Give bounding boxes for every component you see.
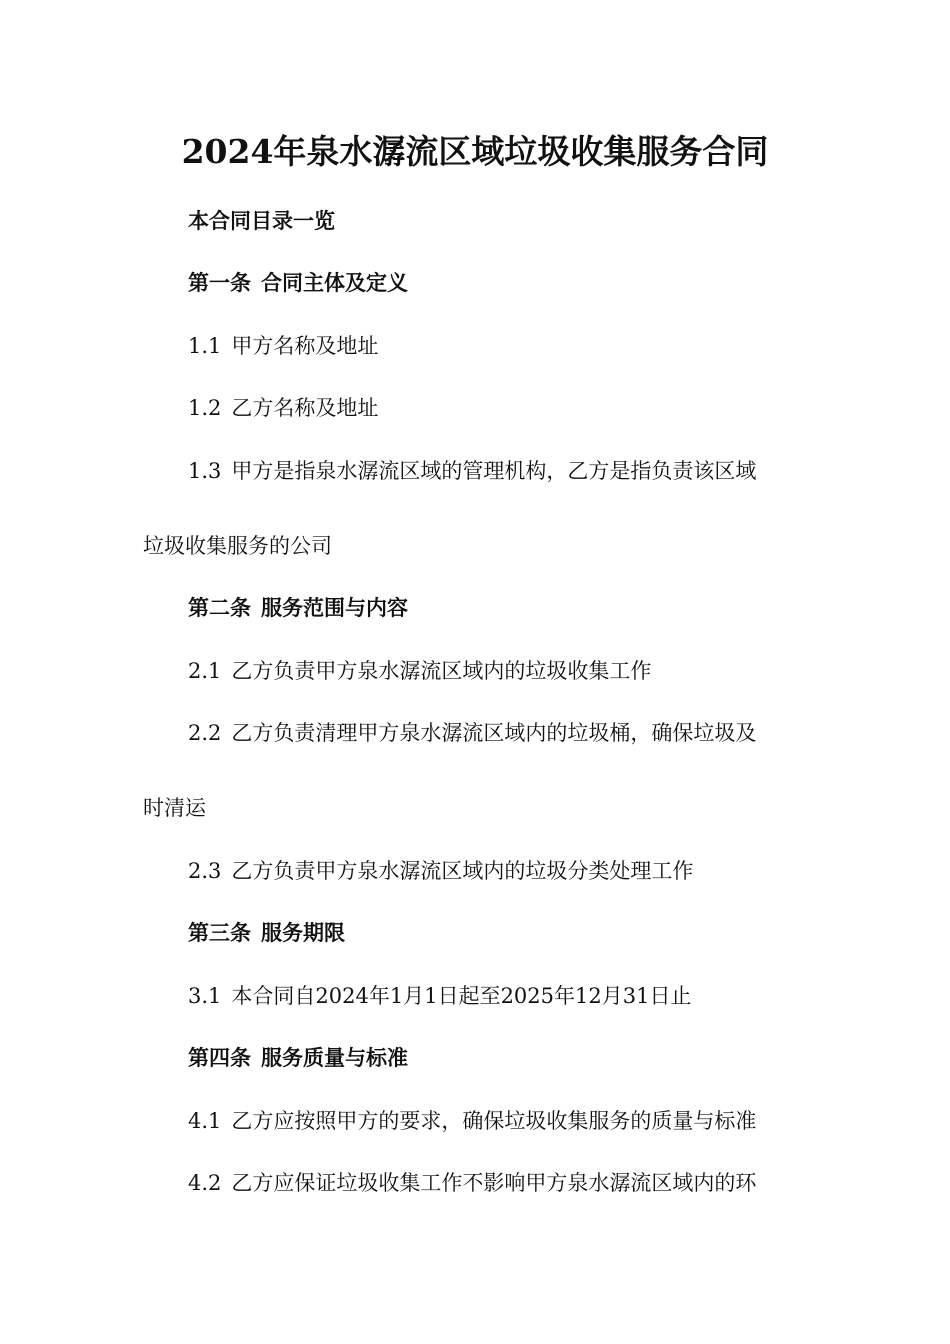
clause-item xyxy=(188,393,378,423)
clause-item xyxy=(188,1168,756,1198)
clause-number: 2.1 xyxy=(188,659,222,683)
clause-text: 乙方负责甲方泉水潺流区域内的垃圾收集工作 xyxy=(231,659,652,683)
clause-text: 甲方是指泉水潺流区域的管理机构，乙方是指负责该区域 xyxy=(231,459,757,483)
section-number: 第三条 xyxy=(188,921,251,945)
clause-number: 3.1 xyxy=(188,984,222,1008)
clause-continuation: 时清运 xyxy=(143,796,206,820)
clause-number: 1.1 xyxy=(188,334,222,358)
section-number: 第四条 xyxy=(188,1046,251,1070)
clause-text: 乙方负责甲方泉水潺流区域内的垃圾分类处理工作 xyxy=(231,859,694,883)
clause-text: 乙方负责清理甲方泉水潺流区域内的垃圾桶，确保垃圾及 xyxy=(231,721,757,745)
section-number: 第二条 xyxy=(188,596,251,620)
clause-item xyxy=(188,656,651,686)
clause-number: 2.3 xyxy=(188,859,222,883)
section-title: 合同主体及定义 xyxy=(261,271,408,295)
clause-item xyxy=(188,456,756,486)
clause-number: 2.2 xyxy=(188,721,222,745)
clause-number: 1.2 xyxy=(188,396,222,420)
clause-continuation: 垃圾收集服务的公司 xyxy=(143,534,332,558)
clause-number: 4.1 xyxy=(188,1109,222,1133)
clause-text: 乙方应保证垃圾收集工作不影响甲方泉水潺流区域内的环 xyxy=(231,1171,757,1195)
document-title: 2024年泉水潺流区域垃圾收集服务合同 xyxy=(181,132,769,171)
section-number: 第一条 xyxy=(188,271,251,295)
section-title: 服务质量与标准 xyxy=(261,1046,408,1070)
clause-item xyxy=(188,981,691,1011)
section-heading xyxy=(188,593,408,623)
clause-item xyxy=(188,331,378,361)
clause-item xyxy=(188,718,756,748)
clause-text: 本合同自2024年1月1日起至2025年12月31日止 xyxy=(231,984,692,1008)
section-heading xyxy=(188,918,345,948)
section-title: 服务期限 xyxy=(261,921,345,945)
clause-text: 乙方应按照甲方的要求，确保垃圾收集服务的质量与标准 xyxy=(231,1109,757,1133)
section-heading xyxy=(188,1043,408,1073)
clause-number: 1.3 xyxy=(188,459,222,483)
clause-text: 甲方名称及地址 xyxy=(231,334,379,358)
section-heading xyxy=(188,268,408,298)
clause-number: 4.2 xyxy=(188,1171,222,1195)
toc-heading: 本合同目录一览 xyxy=(188,209,335,233)
clause-item xyxy=(188,1106,756,1136)
clause-text: 乙方名称及地址 xyxy=(231,396,379,420)
clause-item xyxy=(188,856,693,886)
section-title: 服务范围与内容 xyxy=(261,596,408,620)
